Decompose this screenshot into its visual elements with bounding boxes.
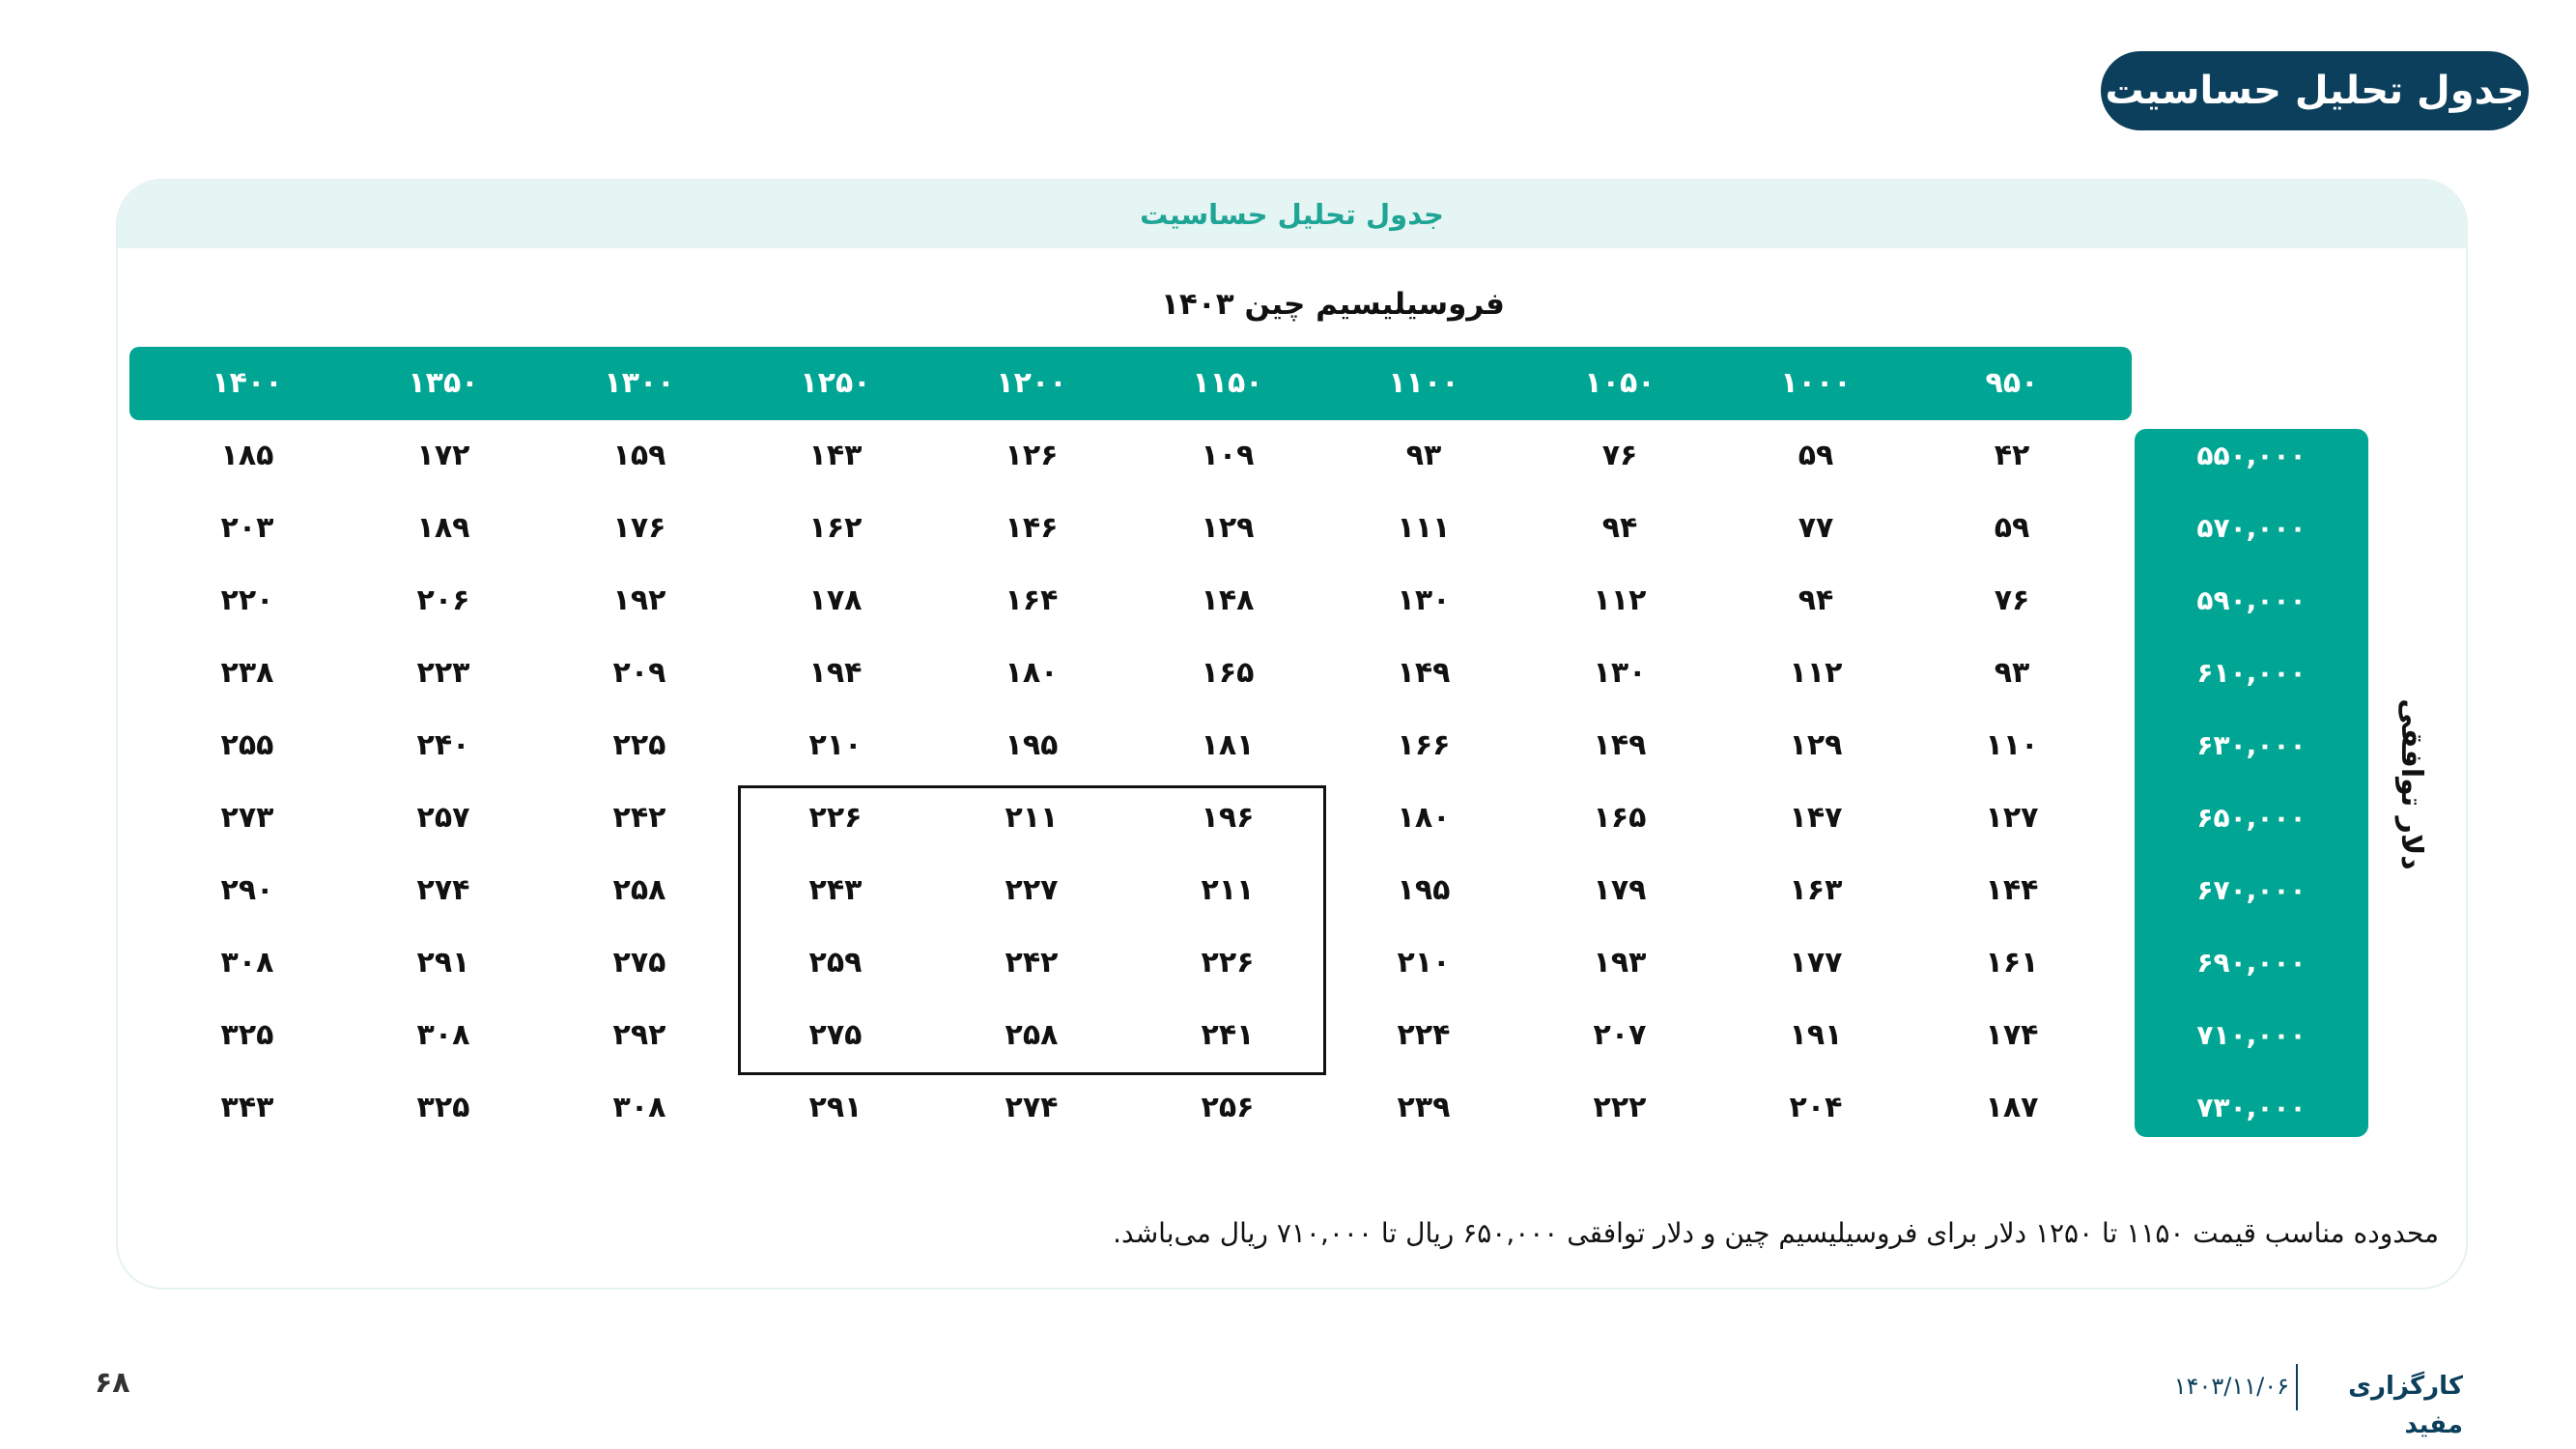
- table-cell: ۱۴۹: [1397, 656, 1451, 690]
- table-cell: ۲۲۶: [808, 801, 863, 835]
- table-cell: ۲۲۳: [416, 656, 470, 690]
- table-cell: ۱۴۸: [1201, 583, 1255, 617]
- table-cell: ۲۲۲: [1593, 1091, 1647, 1124]
- table-cell: ۲۱۰: [808, 728, 863, 762]
- table-cell: ۲۰۳: [220, 511, 274, 545]
- table-cell: ۱۴۳: [808, 439, 863, 472]
- row-header: ۵۹۰,۰۰۰: [2196, 584, 2307, 616]
- table-cell: ۱۴۴: [1985, 873, 2039, 907]
- table-cell: ۲۲۴: [1397, 1018, 1451, 1052]
- table-cell: ۲۰۷: [1593, 1018, 1647, 1052]
- table-cell: ۱۶۲: [808, 511, 863, 545]
- page-title: جدول تحلیل حساسیت: [2101, 51, 2529, 130]
- column-header: ۹۵۰: [1985, 366, 2039, 400]
- table-cell: ۲۷۳: [220, 801, 274, 835]
- table-cell: ۳۲۵: [220, 1018, 274, 1052]
- table-cell: ۹۴: [1798, 583, 1834, 617]
- table-cell: ۱۷۷: [1789, 946, 1843, 980]
- table-cell: ۱۷۴: [1985, 1018, 2039, 1052]
- table-cell: ۱۹۶: [1201, 801, 1255, 835]
- table-cell: ۱۲۷: [1985, 801, 2039, 835]
- table-cell: ۲۱۱: [1201, 873, 1255, 907]
- column-header: ۱۳۵۰: [408, 366, 479, 400]
- table-cell: ۱۱۲: [1789, 656, 1843, 690]
- optimal-range-box: [738, 785, 1326, 1075]
- table-cell: ۹۴: [1601, 511, 1638, 545]
- footnote: محدوده مناسب قیمت ۱۱۵۰ تا ۱۲۵۰ دلار برای فروسیلیسیم چین و دلار توافقی ۶۵۰,۰۰۰ ریال تا ۷۱۰,۰۰۰ ریال می‌باشد.: [1113, 1217, 2439, 1249]
- table-cell: ۳۲۵: [416, 1091, 470, 1124]
- table-cell: ۱۲۹: [1789, 728, 1843, 762]
- table-cell: ۵۹: [1994, 511, 2030, 545]
- table-cell: ۱۸۵: [220, 439, 274, 472]
- table-cell: ۲۹۱: [416, 946, 470, 980]
- table-cell: ۲۹۱: [808, 1091, 863, 1124]
- table-cell: ۱۶۵: [1593, 801, 1647, 835]
- table-cell: ۱۹۲: [612, 583, 666, 617]
- column-header: ۱۴۰۰: [212, 366, 283, 400]
- table-cell: ۲۷۵: [612, 946, 666, 980]
- table-cell: ۲۷۴: [416, 873, 470, 907]
- table-cell: ۱۷۲: [416, 439, 470, 472]
- table-cell: ۹۳: [1994, 656, 2030, 690]
- row-header: ۵۵۰,۰۰۰: [2196, 440, 2307, 471]
- table-cell: ۱۹۱: [1789, 1018, 1843, 1052]
- table-cell: ۱۱۲: [1593, 583, 1647, 617]
- table-cell: ۱۱۰: [1985, 728, 2039, 762]
- table-cell: ۱۸۰: [1397, 801, 1451, 835]
- table-cell: ۱۹۴: [808, 656, 863, 690]
- table-cell: ۹۳: [1405, 439, 1442, 472]
- column-header: ۱۱۰۰: [1388, 366, 1459, 400]
- table-cell: ۱۳۰: [1593, 656, 1647, 690]
- footer-date: ۱۴۰۳/۱۱/۰۶: [2173, 1373, 2289, 1400]
- table-cell: ۱۸۱: [1201, 728, 1255, 762]
- table-cell: ۱۶۱: [1985, 946, 2039, 980]
- table-cell: ۱۴۷: [1789, 801, 1843, 835]
- table-title: فروسیلیسیم چین ۱۴۰۳: [1161, 287, 1505, 322]
- column-header: ۱۳۰۰: [604, 366, 675, 400]
- table-cell: ۴۲: [1994, 439, 2030, 472]
- column-header: ۱۱۵۰: [1192, 366, 1263, 400]
- footer-divider: [2296, 1364, 2298, 1410]
- table-cell: ۲۹۰: [220, 873, 274, 907]
- table-cell: ۱۹۵: [1005, 728, 1059, 762]
- table-cell: ۱۷۹: [1593, 873, 1647, 907]
- column-header: ۱۰۰۰: [1780, 366, 1852, 400]
- table-cell: ۲۵۹: [808, 946, 863, 980]
- table-cell: ۲۳۹: [1397, 1091, 1451, 1124]
- table-cell: ۷۶: [1601, 439, 1638, 472]
- table-cell: ۱۵۹: [612, 439, 666, 472]
- table-cell: ۲۰۹: [612, 656, 666, 690]
- table-cell: ۱۸۰: [1005, 656, 1059, 690]
- table-cell: ۲۵۸: [612, 873, 666, 907]
- table-cell: ۲۰۴: [1789, 1091, 1843, 1124]
- row-header: ۷۱۰,۰۰۰: [2196, 1019, 2307, 1051]
- table-cell: ۱۳۰: [1397, 583, 1451, 617]
- table-cell: ۲۹۲: [612, 1018, 666, 1052]
- table-cell: ۲۱۰: [1397, 946, 1451, 980]
- table-cell: ۱۶۴: [1005, 583, 1059, 617]
- table-cell: ۵۹: [1798, 439, 1834, 472]
- table-cell: ۲۱۱: [1005, 801, 1059, 835]
- table-cell: ۱۴۶: [1005, 511, 1059, 545]
- row-header: ۶۳۰,۰۰۰: [2196, 729, 2307, 761]
- table-cell: ۲۴۲: [1005, 946, 1059, 980]
- table-cell: ۱۲۹: [1201, 511, 1255, 545]
- table-cell: ۱۶۶: [1397, 728, 1451, 762]
- column-header: ۱۲۰۰: [996, 366, 1067, 400]
- table-cell: ۲۳۸: [220, 656, 274, 690]
- table-cell: ۳۰۸: [220, 946, 274, 980]
- table-cell: ۲۲۶: [1201, 946, 1255, 980]
- page-number: ۶۸: [95, 1366, 130, 1400]
- table-cell: ۱۹۵: [1397, 873, 1451, 907]
- table-cell: ۲۴۱: [1201, 1018, 1255, 1052]
- table-cell: ۱۹۳: [1593, 946, 1647, 980]
- table-cell: ۲۵۵: [220, 728, 274, 762]
- table-cell: ۲۴۳: [808, 873, 863, 907]
- table-cell: ۳۰۸: [612, 1091, 666, 1124]
- table-cell: ۱۶۵: [1201, 656, 1255, 690]
- column-header: ۱۰۵۰: [1584, 366, 1656, 400]
- table-cell: ۱۷۸: [808, 583, 863, 617]
- y-axis-label: دلار توافقی: [2394, 698, 2428, 870]
- table-cell: ۲۷۵: [808, 1018, 863, 1052]
- table-cell: ۲۴۰: [416, 728, 470, 762]
- table-cell: ۲۷۴: [1005, 1091, 1059, 1124]
- table-cell: ۲۰۶: [416, 583, 470, 617]
- table-cell: ۲۵۷: [416, 801, 470, 835]
- table-cell: ۲۲۷: [1005, 873, 1059, 907]
- table-cell: ۱۴۹: [1593, 728, 1647, 762]
- table-cell: ۱۸۷: [1985, 1091, 2039, 1124]
- table-cell: ۷۷: [1798, 511, 1834, 545]
- row-header: ۶۹۰,۰۰۰: [2196, 947, 2307, 979]
- table-cell: ۱۶۳: [1789, 873, 1843, 907]
- table-cell: ۲۵۶: [1201, 1091, 1255, 1124]
- row-header: ۶۵۰,۰۰۰: [2196, 802, 2307, 834]
- footer-brand: کارگزاری مفید: [2348, 1372, 2463, 1439]
- table-cell: ۱۲۶: [1005, 439, 1059, 472]
- column-header: ۱۲۵۰: [800, 366, 871, 400]
- table-cell: ۱۰۹: [1201, 439, 1255, 472]
- row-header: ۵۷۰,۰۰۰: [2196, 512, 2307, 544]
- table-cell: ۲۲۰: [220, 583, 274, 617]
- table-cell: ۳۴۳: [220, 1091, 274, 1124]
- table-cell: ۳۰۸: [416, 1018, 470, 1052]
- row-header: ۷۳۰,۰۰۰: [2196, 1092, 2307, 1123]
- table-cell: ۷۶: [1994, 583, 2030, 617]
- table-cell: ۲۲۵: [612, 728, 666, 762]
- table-cell: ۱۱۱: [1397, 511, 1451, 545]
- table-cell: ۲۴۲: [612, 801, 666, 835]
- card-header: جدول تحلیل حساسیت: [118, 181, 2466, 248]
- table-cell: ۱۷۶: [612, 511, 666, 545]
- table-cell: ۱۸۹: [416, 511, 470, 545]
- table-cell: ۲۵۸: [1005, 1018, 1059, 1052]
- row-header: ۶۱۰,۰۰۰: [2196, 657, 2307, 689]
- row-header: ۶۷۰,۰۰۰: [2196, 874, 2307, 906]
